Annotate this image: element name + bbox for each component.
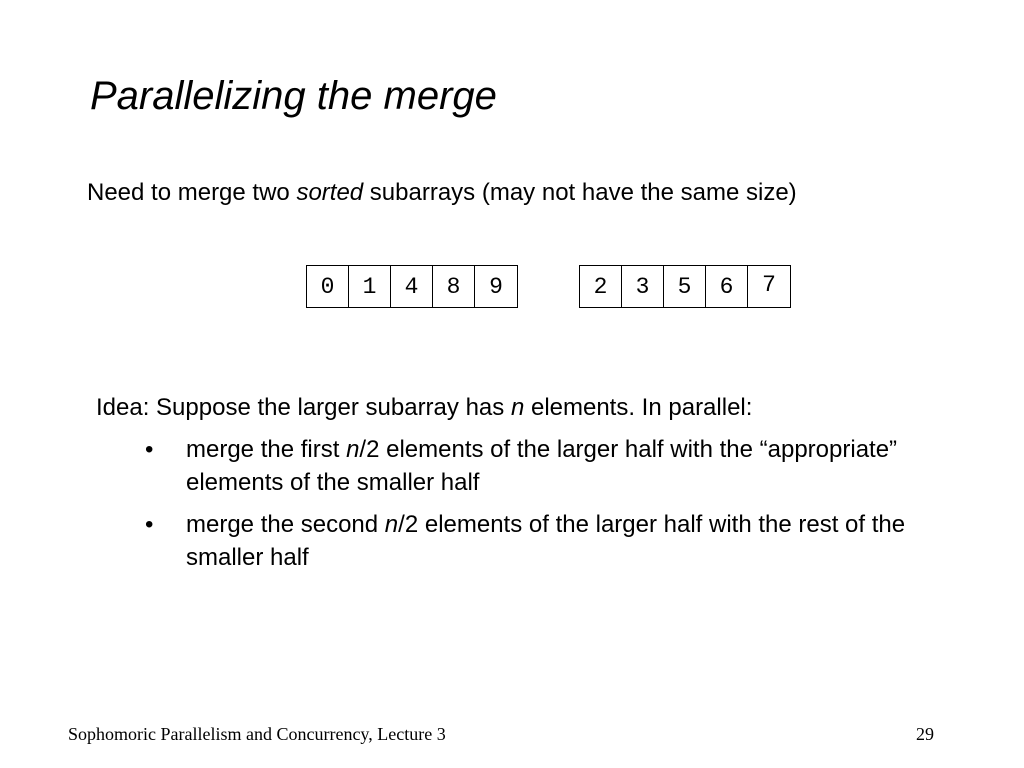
bullet-variable: n [346, 436, 360, 463]
bullet-text-after: /2 elements of the larger half with the “appropriate” elements of the smaller half [186, 436, 898, 496]
idea-text-after: elements. In parallel: [524, 394, 753, 421]
bullet-marker: • [145, 511, 154, 538]
footer-course-title: Sophomoric Parallelism and Concurrency, Lecture 3 [68, 724, 446, 744]
slide-title: Parallelizing the merge [90, 74, 497, 118]
array-cell: 8 [433, 266, 475, 307]
idea-text [96, 394, 752, 422]
array-cell: 3 [622, 266, 664, 307]
page-number: 29 [916, 724, 934, 744]
array-cell: 9 [489, 273, 503, 300]
bullet-text-before: merge the first [186, 436, 347, 463]
array-cell: 4 [391, 266, 433, 307]
intro-text-after: subarrays (may not have the same size) [363, 179, 797, 206]
left-subarray [306, 265, 518, 308]
right-subarray [579, 265, 791, 308]
array-cell: 5 [664, 266, 706, 307]
array-cell: 2 [580, 266, 622, 307]
bullet-marker: • [145, 436, 154, 463]
bullet-item [145, 508, 945, 574]
bullet-list [145, 433, 945, 583]
intro-text-emphasis: sorted [296, 179, 364, 206]
bullet-text-after: /2 elements of the larger half with the rest of the smaller half [186, 511, 906, 571]
bullet-text-before: merge the second [186, 511, 385, 538]
idea-text-before: Idea: Suppose the larger subarray has [96, 394, 511, 421]
array-cell: 0 [307, 266, 349, 307]
intro-text [87, 179, 797, 207]
array-cell: 7 [762, 272, 776, 298]
idea-variable: n [510, 394, 525, 421]
bullet-item [145, 433, 945, 499]
intro-text-before: Need to merge two [87, 179, 297, 206]
array-cell: 6 [706, 266, 748, 307]
bullet-variable: n [384, 511, 399, 538]
array-cell: 1 [349, 266, 391, 307]
